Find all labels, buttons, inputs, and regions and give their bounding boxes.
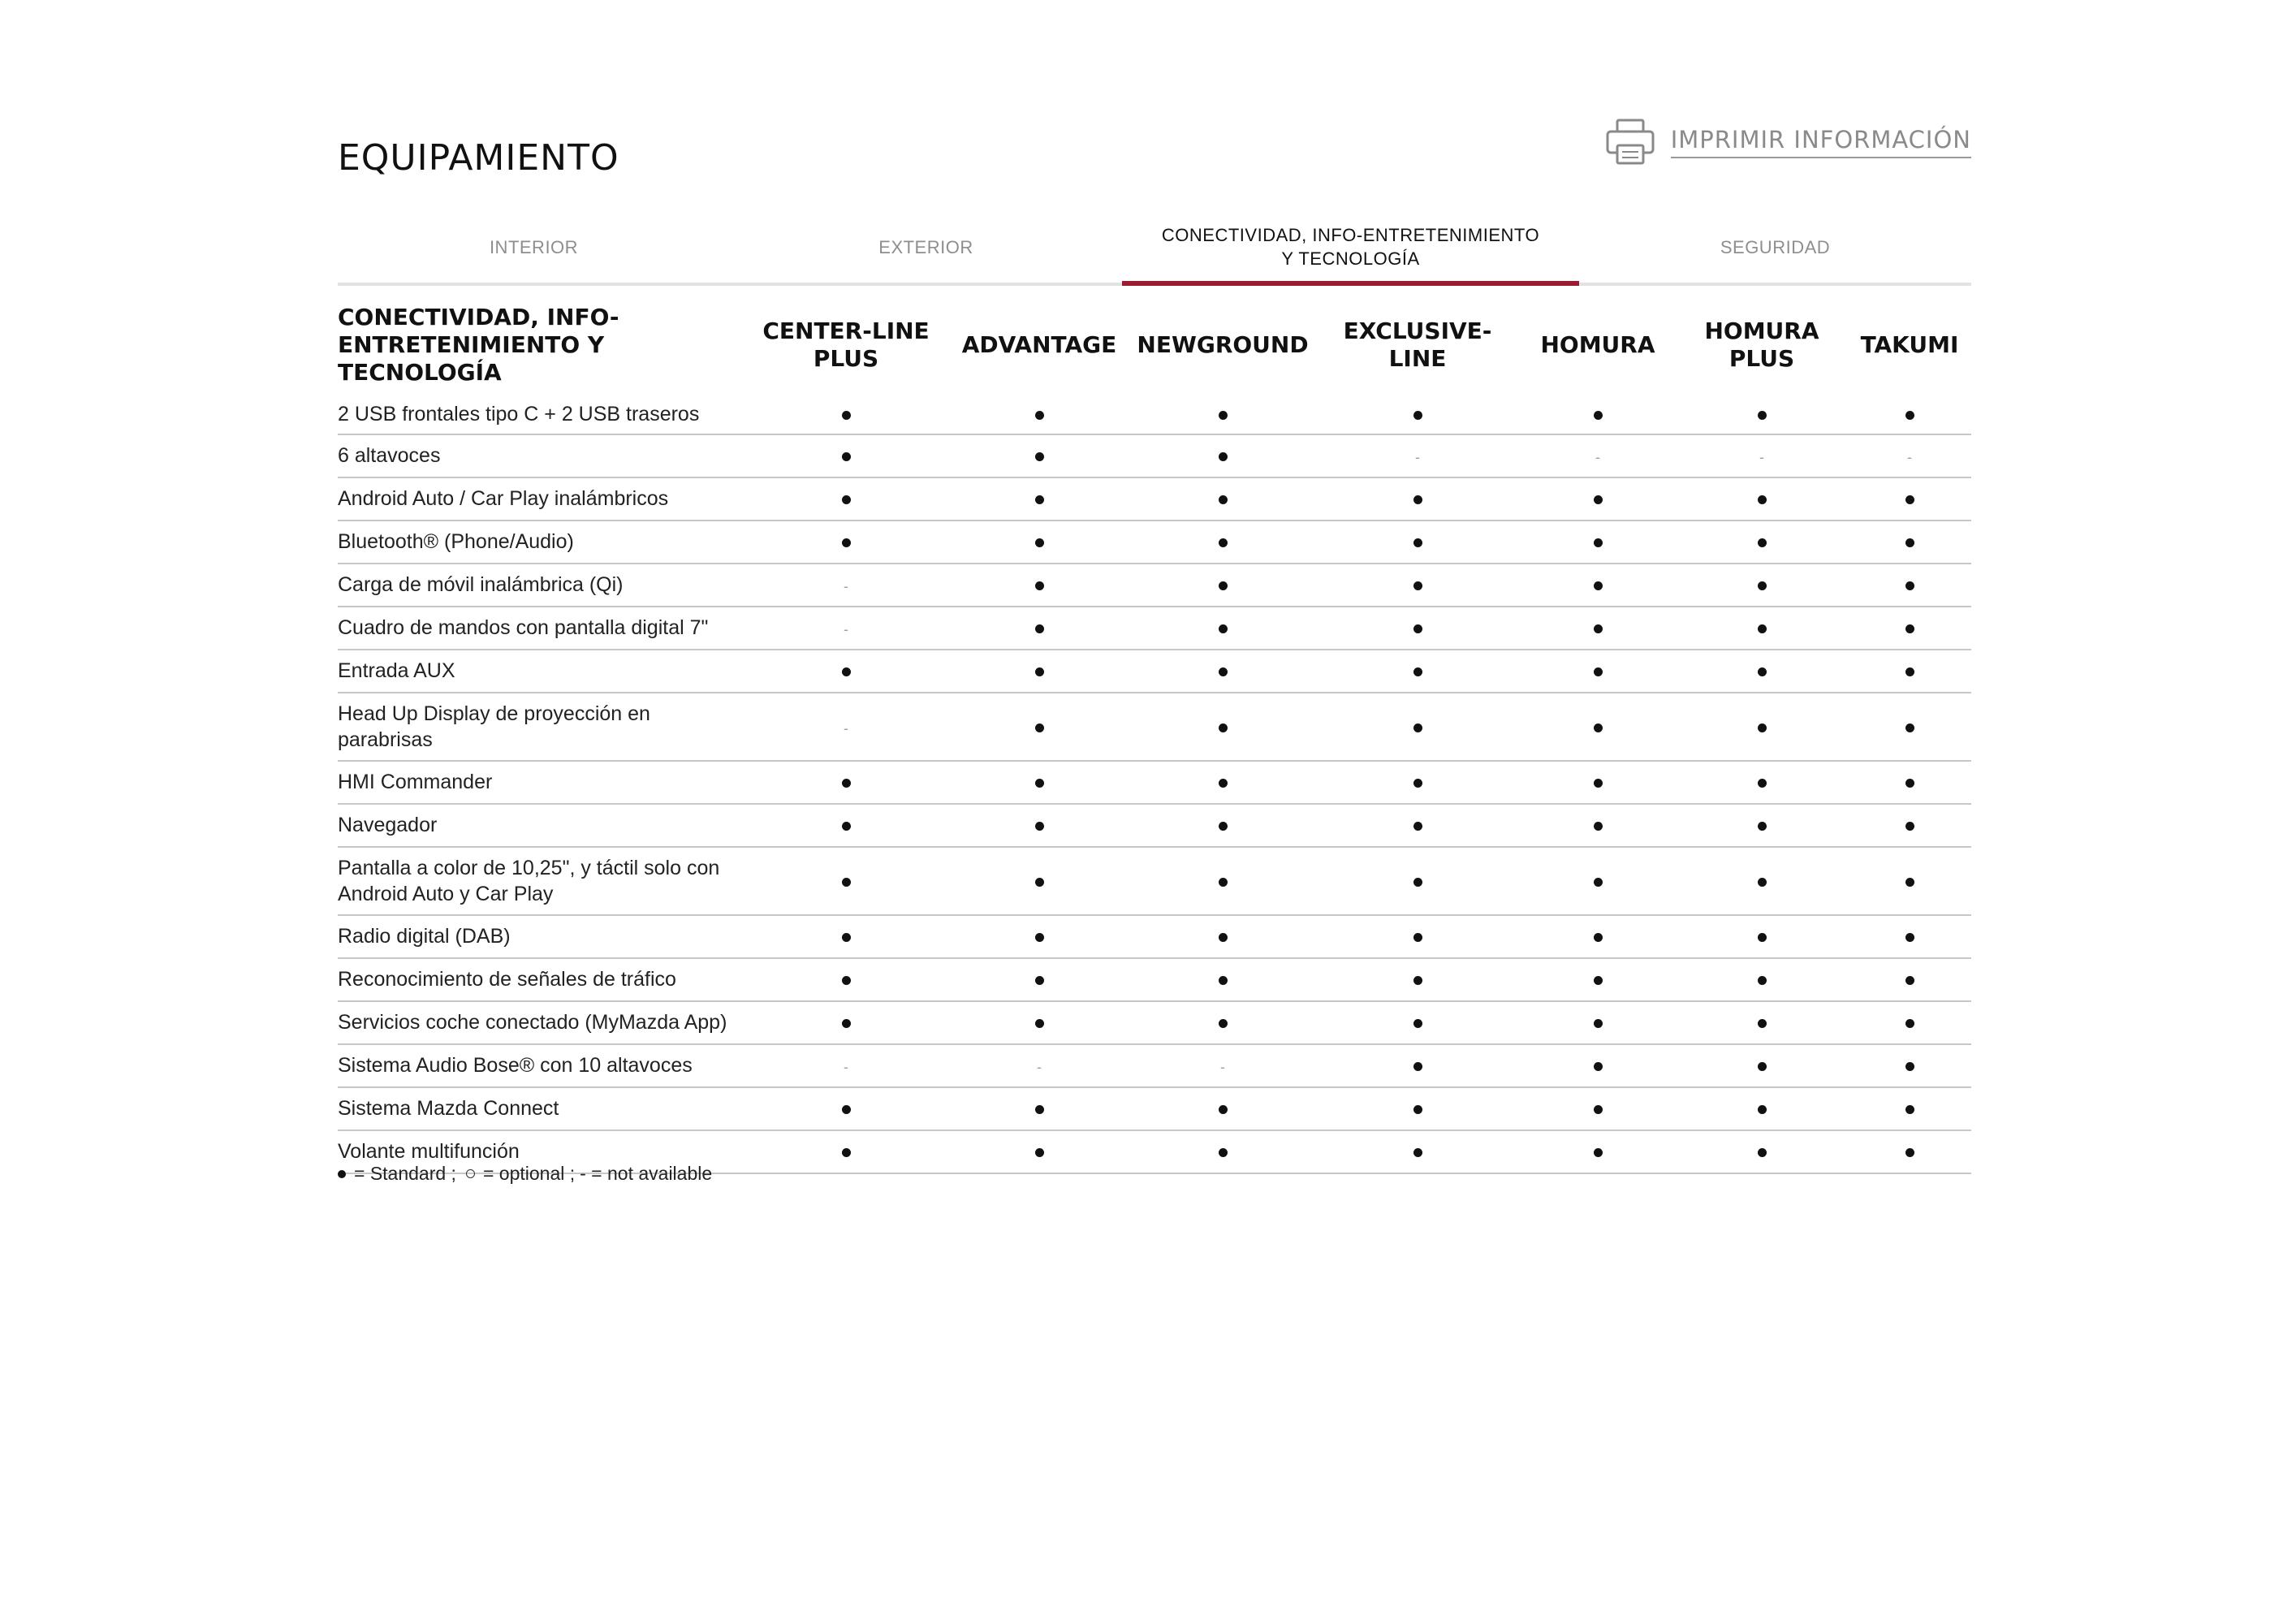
availability-cell [1848, 761, 1971, 804]
standard-dot-icon [1035, 822, 1044, 831]
standard-dot-icon [842, 933, 851, 942]
availability-cell [1315, 693, 1520, 761]
standard-dot-icon [1905, 723, 1914, 732]
availability-cell [948, 564, 1130, 607]
feature-name: HMI Commander [338, 761, 744, 804]
availability-cell [1848, 434, 1971, 477]
standard-dot-icon [1413, 1062, 1422, 1071]
standard-dot-icon [1905, 1148, 1914, 1157]
availability-cell [1520, 1130, 1676, 1173]
availability-cell [1676, 761, 1848, 804]
standard-dot-icon [1905, 581, 1914, 590]
standard-dot-icon [1758, 822, 1767, 831]
table-row [338, 395, 1971, 434]
not-available-mark: - [1759, 449, 1764, 466]
standard-dot-icon [842, 495, 851, 504]
availability-cell [1520, 477, 1676, 520]
feature-name: Bluetooth® (Phone/Audio) [338, 520, 744, 564]
availability-cell [1315, 847, 1520, 915]
feature-name: Carga de móvil inalámbrica (Qi) [338, 564, 744, 607]
standard-dot-icon [1905, 1105, 1914, 1114]
standard-dot-icon [842, 976, 851, 985]
availability-cell [1676, 395, 1848, 434]
standard-dot-icon [1905, 624, 1914, 633]
availability-cell [1848, 1044, 1971, 1087]
availability-cell [1520, 607, 1676, 650]
availability-cell [1848, 693, 1971, 761]
standard-dot-icon [1035, 1105, 1044, 1114]
standard-dot-icon [842, 538, 851, 547]
availability-cell [1315, 1044, 1520, 1087]
availability-cell [1130, 1130, 1315, 1173]
standard-dot-icon [1219, 878, 1228, 887]
trim-header: CENTER-LINE PLUS [762, 317, 930, 372]
standard-dot-icon [1758, 878, 1767, 887]
availability-cell [1130, 434, 1315, 477]
standard-dot-icon [1035, 1019, 1044, 1028]
standard-dot-icon [1035, 723, 1044, 732]
standard-dot-icon [1219, 933, 1228, 942]
availability-cell [948, 520, 1130, 564]
availability-cell [1520, 804, 1676, 847]
standard-dot-icon [1219, 779, 1228, 788]
standard-dot-icon [1905, 779, 1914, 788]
availability-cell [948, 1087, 1130, 1130]
standard-dot-icon [1594, 878, 1603, 887]
availability-cell [1130, 1044, 1315, 1087]
trim-header: NEWGROUND [1137, 330, 1309, 358]
standard-dot-icon [1413, 976, 1422, 985]
not-available-mark: - [1037, 1059, 1042, 1076]
standard-dot-icon [1758, 495, 1767, 504]
table-row [338, 761, 1971, 804]
availability-cell [1315, 395, 1520, 434]
standard-dot-icon [1758, 411, 1767, 420]
standard-dot-icon [1413, 779, 1422, 788]
standard-dot-icon [1758, 933, 1767, 942]
table-row [338, 564, 1971, 607]
availability-cell [1130, 1087, 1315, 1130]
availability-cell [1848, 915, 1971, 958]
availability-cell [1520, 1001, 1676, 1044]
standard-dot-icon [1413, 933, 1422, 942]
standard-dot-icon [1594, 1148, 1603, 1157]
availability-cell [1520, 915, 1676, 958]
standard-dot-icon [1594, 538, 1603, 547]
availability-cell [744, 520, 948, 564]
standard-dot-icon [842, 779, 851, 788]
trim-header: EXCLUSIVE-LINE [1343, 317, 1492, 372]
standard-dot-icon [1905, 411, 1914, 420]
trim-header: HOMURA [1540, 330, 1655, 358]
standard-dot-icon [1219, 538, 1228, 547]
standard-dot-icon [1905, 976, 1914, 985]
standard-dot-icon [1905, 878, 1914, 887]
availability-cell [1315, 564, 1520, 607]
standard-dot-icon [1594, 1105, 1603, 1114]
availability-cell [1315, 1087, 1520, 1130]
standard-dot-icon [1758, 723, 1767, 732]
standard-dot-icon [842, 1148, 851, 1157]
trim-header: ADVANTAGE [961, 330, 1117, 358]
standard-dot-icon [1219, 1019, 1228, 1028]
standard-dot-icon [842, 1019, 851, 1028]
table-row [338, 693, 1971, 761]
standard-dot-icon [1758, 779, 1767, 788]
feature-name: Cuadro de mandos con pantalla digital 7" [338, 607, 744, 650]
availability-cell [1676, 915, 1848, 958]
availability-cell [948, 1044, 1130, 1087]
not-available-mark: - [1415, 449, 1420, 466]
standard-dot-icon [1413, 581, 1422, 590]
tab-conectividad[interactable]: CONECTIVIDAD, INFO-ENTRETENIMIENTO Y TECNOLOGÍA [1122, 213, 1579, 283]
standard-dot-icon [1758, 1105, 1767, 1114]
standard-dot-icon [1413, 624, 1422, 633]
availability-cell [1848, 607, 1971, 650]
table-row [338, 915, 1971, 958]
trim-header: HOMURA PLUS [1704, 317, 1819, 372]
standard-dot-icon [1413, 822, 1422, 831]
standard-dot-icon [1905, 1019, 1914, 1028]
feature-name: Entrada AUX [338, 650, 744, 693]
standard-dot-icon [1219, 822, 1228, 831]
standard-dot-icon [1035, 411, 1044, 420]
table-row [338, 804, 1971, 847]
availability-cell [1676, 1044, 1848, 1087]
table-row [338, 520, 1971, 564]
availability-cell [744, 564, 948, 607]
availability-cell [1520, 761, 1676, 804]
table-row [338, 434, 1971, 477]
standard-dot-icon [1219, 452, 1228, 461]
category-tabs [338, 213, 1971, 286]
availability-cell [744, 1044, 948, 1087]
standard-dot-icon [1413, 1148, 1422, 1157]
availability-cell [1315, 1001, 1520, 1044]
not-available-mark: - [1595, 449, 1600, 466]
standard-dot-icon [842, 1105, 851, 1114]
standard-dot-icon [1413, 1019, 1422, 1028]
standard-dot-icon [1035, 933, 1044, 942]
availability-cell [1520, 520, 1676, 564]
availability-cell [1848, 804, 1971, 847]
availability-cell [744, 1130, 948, 1173]
feature-name: Navegador [338, 804, 744, 847]
availability-cell [1130, 477, 1315, 520]
availability-cell [1520, 650, 1676, 693]
availability-cell [1848, 520, 1971, 564]
feature-name: Radio digital (DAB) [338, 915, 744, 958]
standard-dot-icon [1758, 1148, 1767, 1157]
availability-cell [1315, 650, 1520, 693]
availability-cell [1130, 847, 1315, 915]
availability-cell [1130, 607, 1315, 650]
availability-cell [1676, 1087, 1848, 1130]
availability-cell [744, 395, 948, 434]
feature-name: 6 altavoces [338, 434, 744, 477]
standard-dot-icon [1905, 538, 1914, 547]
standard-dot-icon [1035, 878, 1044, 887]
availability-cell [744, 958, 948, 1001]
table-row [338, 477, 1971, 520]
availability-cell [1848, 958, 1971, 1001]
availability-cell [1520, 1087, 1676, 1130]
availability-cell [948, 650, 1130, 693]
standard-dot-icon [1594, 624, 1603, 633]
not-available-mark: - [1907, 449, 1912, 466]
availability-cell [744, 477, 948, 520]
availability-cell [1676, 958, 1848, 1001]
feature-name: Android Auto / Car Play inalámbricos [338, 477, 744, 520]
standard-dot-icon [1219, 624, 1228, 633]
availability-cell [1676, 650, 1848, 693]
availability-cell [1676, 847, 1848, 915]
availability-cell [1130, 650, 1315, 693]
availability-cell [1315, 520, 1520, 564]
availability-cell [1130, 958, 1315, 1001]
tab-exterior[interactable]: EXTERIOR [878, 236, 973, 257]
availability-cell [1676, 693, 1848, 761]
equipment-table [338, 302, 1971, 1174]
standard-dot-icon [1594, 822, 1603, 831]
print-info-label: IMPRIMIR INFORMACIÓN [1671, 126, 1971, 158]
standard-dot-icon [1035, 452, 1044, 461]
availability-cell [948, 1130, 1130, 1173]
standard-dot-icon [842, 452, 851, 461]
standard-dot-icon [1219, 723, 1228, 732]
legend [338, 1163, 712, 1185]
availability-cell [1520, 1044, 1676, 1087]
availability-cell [1520, 958, 1676, 1001]
standard-dot-icon [1219, 1105, 1228, 1114]
availability-cell [1676, 1130, 1848, 1173]
standard-dot-icon [1035, 581, 1044, 590]
availability-cell [1130, 395, 1315, 434]
standard-dot-icon [1758, 624, 1767, 633]
table-row [338, 607, 1971, 650]
standard-dot-icon [1035, 976, 1044, 985]
standard-dot-icon [1219, 667, 1228, 676]
legend-standard: = Standard ; [354, 1163, 456, 1184]
availability-cell [1676, 607, 1848, 650]
availability-cell [1315, 915, 1520, 958]
feature-name: Sistema Mazda Connect [338, 1087, 744, 1130]
availability-cell [1848, 847, 1971, 915]
standard-dot-icon [1905, 1062, 1914, 1071]
availability-cell [948, 1001, 1130, 1044]
standard-dot-icon [1219, 976, 1228, 985]
standard-dot-icon [1594, 667, 1603, 676]
legend-optional: = optional ; [482, 1163, 576, 1184]
tab-seguridad[interactable]: SEGURIDAD [1720, 236, 1831, 257]
standard-dot-icon [1219, 495, 1228, 504]
table-row [338, 958, 1971, 1001]
table-row [338, 1087, 1971, 1130]
standard-dot-icon [1035, 495, 1044, 504]
standard-dot-icon [842, 667, 851, 676]
availability-cell [1130, 1001, 1315, 1044]
standard-dot-icon [1413, 538, 1422, 547]
table-header-row [338, 302, 1971, 395]
availability-cell [1130, 520, 1315, 564]
availability-cell [1130, 564, 1315, 607]
availability-cell [1130, 915, 1315, 958]
availability-cell [1520, 693, 1676, 761]
availability-cell [744, 847, 948, 915]
availability-cell [1676, 477, 1848, 520]
standard-dot-icon [1035, 538, 1044, 547]
not-available-mark: - [1220, 1059, 1225, 1076]
standard-dot-icon [1905, 933, 1914, 942]
not-available-mark: - [844, 719, 848, 736]
availability-cell [1315, 761, 1520, 804]
not-available-mark: - [844, 621, 848, 638]
availability-cell [744, 1087, 948, 1130]
standard-dot-icon [1219, 1148, 1228, 1157]
section-heading: CONECTIVIDAD, INFO-ENTRETENIMIENTO Y TECNOLOGÍA [338, 303, 619, 387]
availability-cell [1676, 520, 1848, 564]
availability-cell [744, 915, 948, 958]
availability-cell [1315, 1130, 1520, 1173]
availability-cell [948, 477, 1130, 520]
availability-cell [948, 958, 1130, 1001]
standard-dot-icon [1594, 495, 1603, 504]
availability-cell [948, 607, 1130, 650]
feature-name: Head Up Display de proyección en parabrisas [338, 693, 744, 761]
availability-cell [948, 804, 1130, 847]
availability-cell [1848, 1001, 1971, 1044]
standard-dot-icon [842, 878, 851, 887]
availability-cell [1130, 761, 1315, 804]
availability-cell [1130, 693, 1315, 761]
feature-name: Sistema Audio Bose® con 10 altavoces [338, 1044, 744, 1087]
standard-dot-icon [1758, 1019, 1767, 1028]
standard-dot-icon [1413, 1105, 1422, 1114]
standard-dot-icon [1758, 667, 1767, 676]
standard-dot-icon [1594, 933, 1603, 942]
legend-not-available: - = not available [580, 1163, 713, 1184]
feature-name: 2 USB frontales tipo C + 2 USB traseros [338, 395, 744, 434]
availability-cell [1848, 650, 1971, 693]
standard-dot-icon [1758, 1062, 1767, 1071]
table-row [338, 847, 1971, 915]
standard-dot-icon [1413, 878, 1422, 887]
availability-cell [744, 761, 948, 804]
tab-interior[interactable]: INTERIOR [489, 236, 579, 257]
availability-cell [1676, 434, 1848, 477]
availability-cell [744, 434, 948, 477]
availability-cell [744, 650, 948, 693]
table-row [338, 650, 1971, 693]
standard-dot-icon [1413, 411, 1422, 420]
availability-cell [948, 847, 1130, 915]
availability-cell [1520, 564, 1676, 607]
standard-dot-icon [1594, 1019, 1603, 1028]
availability-cell [1848, 1130, 1971, 1173]
availability-cell [744, 1001, 948, 1044]
availability-cell [948, 761, 1130, 804]
availability-cell [1848, 477, 1971, 520]
standard-dot-icon [1594, 581, 1603, 590]
standard-dot-icon [1413, 667, 1422, 676]
availability-cell [1315, 804, 1520, 847]
standard-dot-icon [1035, 624, 1044, 633]
availability-cell [948, 693, 1130, 761]
availability-cell [1676, 804, 1848, 847]
standard-dot-icon [1905, 667, 1914, 676]
table-row [338, 1001, 1971, 1044]
availability-cell [948, 395, 1130, 434]
feature-name: Volante multifunción [338, 1130, 744, 1173]
standard-dot-icon [842, 822, 851, 831]
availability-cell [1520, 847, 1676, 915]
availability-cell [1520, 395, 1676, 434]
standard-dot-icon [1594, 723, 1603, 732]
standard-dot-icon [842, 411, 851, 420]
availability-cell [1676, 1001, 1848, 1044]
table-row [338, 1044, 1971, 1087]
print-info-button[interactable] [1604, 118, 1971, 166]
availability-cell [744, 607, 948, 650]
standard-dot-icon [1758, 538, 1767, 547]
trim-header: TAKUMI [1860, 330, 1959, 358]
availability-cell [1676, 564, 1848, 607]
standard-dot-icon [1594, 1062, 1603, 1071]
standard-dot-icon [1594, 411, 1603, 420]
feature-name: Servicios coche conectado (MyMazda App) [338, 1001, 744, 1044]
availability-cell [1315, 607, 1520, 650]
availability-cell [744, 693, 948, 761]
standard-dot-icon [1035, 667, 1044, 676]
availability-cell [1315, 477, 1520, 520]
availability-cell [1130, 804, 1315, 847]
availability-cell [1848, 395, 1971, 434]
feature-name: Reconocimiento de señales de tráfico [338, 958, 744, 1001]
standard-dot-icon [1413, 495, 1422, 504]
standard-dot-icon [1905, 822, 1914, 831]
availability-cell [1315, 958, 1520, 1001]
availability-cell [948, 915, 1130, 958]
standard-dot-icon [1219, 411, 1228, 420]
availability-cell [1315, 434, 1520, 477]
standard-dot-icon [1413, 723, 1422, 732]
availability-cell [744, 804, 948, 847]
printer-icon [1604, 118, 1656, 166]
standard-dot-icon [1219, 581, 1228, 590]
feature-name: Pantalla a color de 10,25", y táctil solo con Android Auto y Car Play [338, 847, 744, 915]
not-available-mark: - [844, 1059, 848, 1076]
filled-dot-icon [338, 1170, 346, 1178]
standard-dot-icon [1758, 976, 1767, 985]
availability-cell [948, 434, 1130, 477]
standard-dot-icon [1035, 779, 1044, 788]
availability-cell [1848, 564, 1971, 607]
hollow-circle-icon [466, 1169, 475, 1178]
not-available-mark: - [844, 578, 848, 595]
standard-dot-icon [1594, 976, 1603, 985]
standard-dot-icon [1758, 581, 1767, 590]
availability-cell [1520, 434, 1676, 477]
standard-dot-icon [1594, 779, 1603, 788]
standard-dot-icon [1905, 495, 1914, 504]
standard-dot-icon [1035, 1148, 1044, 1157]
availability-cell [1848, 1087, 1971, 1130]
page-title: EQUIPAMIENTO [338, 137, 619, 179]
